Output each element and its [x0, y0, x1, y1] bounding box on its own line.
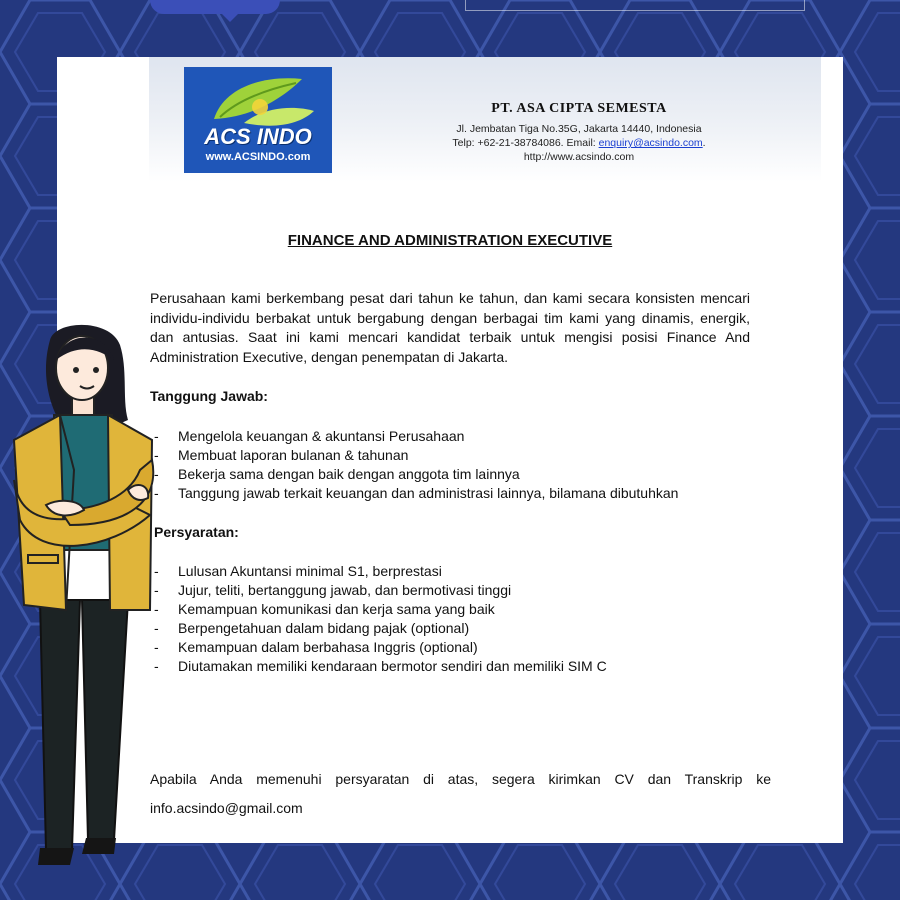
list-item — [150, 427, 790, 446]
company-info — [429, 101, 729, 164]
list-item-text: Kemampuan komunikasi dan kerja sama yang baik — [178, 601, 495, 617]
list-item — [150, 465, 790, 484]
letterhead — [149, 57, 821, 182]
responsibilities-list — [150, 427, 790, 503]
list-item — [150, 638, 790, 657]
logo-url: www.ACSINDO.com — [205, 151, 311, 163]
bullet-dash: - — [154, 582, 159, 598]
list-item — [150, 484, 790, 503]
email-suffix: . — [702, 137, 706, 149]
company-name: PT. ASA CIPTA SEMESTA — [491, 101, 667, 116]
list-item-text: Membuat laporan bulanan & tahunan — [178, 447, 409, 463]
bullet-dash: - — [154, 620, 159, 636]
company-address: Jl. Jembatan Tiga No.35G, Jakarta 14440, Indonesia — [456, 123, 702, 135]
requirements-heading: Persyaratan: — [154, 524, 239, 540]
closing-text: Apabila Anda memenuhi persyaratan di atas, segera kirimkan CV dan Transkrip ke — [150, 771, 771, 787]
list-item — [150, 446, 790, 465]
bullet-dash: - — [154, 466, 159, 482]
requirements-list — [150, 562, 790, 676]
list-item-text: Bekerja sama dengan baik dengan anggota tim lainnya — [178, 466, 520, 482]
email-link[interactable]: enquiry@acsindo.com — [598, 137, 703, 149]
phone-text: Telp: +62-21-38784086. Email: — [452, 137, 599, 149]
bullet-dash: - — [154, 428, 159, 444]
list-item-text: Berpengetahuan dalam bidang pajak (optional) — [178, 620, 470, 636]
list-item-text: Jujur, teliti, bertanggung jawab, dan bermotivasi tinggi — [178, 582, 512, 598]
list-item — [150, 619, 790, 638]
bullet-dash: - — [154, 563, 159, 579]
list-item-text: Diutamakan memiliki kendaraan bermotor sendiri dan memiliki SIM C — [178, 658, 607, 674]
speech-bubble-decoration — [150, 0, 280, 14]
job-title: FINANCE AND ADMINISTRATION EXECUTIVE — [287, 232, 613, 249]
list-item-text: Mengelola keuangan & akuntansi Perusahaan — [178, 428, 465, 444]
logo-title: ACS INDO — [204, 124, 312, 149]
list-item — [150, 600, 790, 619]
list-item — [150, 562, 790, 581]
list-item — [150, 657, 790, 676]
company-logo — [184, 67, 332, 173]
list-item-text: Tanggung jawab terkait keuangan dan administrasi lainnya, bilamana dibutuhkan — [178, 485, 679, 501]
bullet-dash: - — [154, 447, 159, 463]
intro-paragraph: Perusahaan kami berkembang pesat dari tahun ke tahun, dan kami secara konsisten mencari individu-individu berbakat untuk bergabung dengan berbagai tim kami yang dinamis, energik, dan antusias. Saat ini kami mencari kandidat terbaik untuk mengisi posisi Finance And Administration Executive, dengan penempatan di Jakarta. — [150, 290, 750, 365]
closing-paragraph — [150, 765, 771, 823]
company-website[interactable]: http://www.acsindo.com — [523, 151, 635, 163]
contact-email: info.acsindo@gmail.com — [150, 800, 303, 816]
responsibilities-heading: Tanggung Jawab: — [150, 388, 268, 404]
bullet-dash: - — [154, 601, 159, 617]
frame-decoration — [465, 0, 805, 11]
list-item-text: Kemampuan dalam berbahasa Inggris (optional) — [178, 639, 478, 655]
bullet-dash: - — [154, 485, 159, 501]
list-item — [150, 581, 790, 600]
company-contact — [429, 136, 729, 150]
list-item-text: Lulusan Akuntansi minimal S1, berprestasi — [178, 563, 442, 579]
bullet-dash: - — [154, 639, 159, 655]
bullet-dash: - — [154, 658, 159, 674]
woman-illustration — [10, 320, 180, 900]
